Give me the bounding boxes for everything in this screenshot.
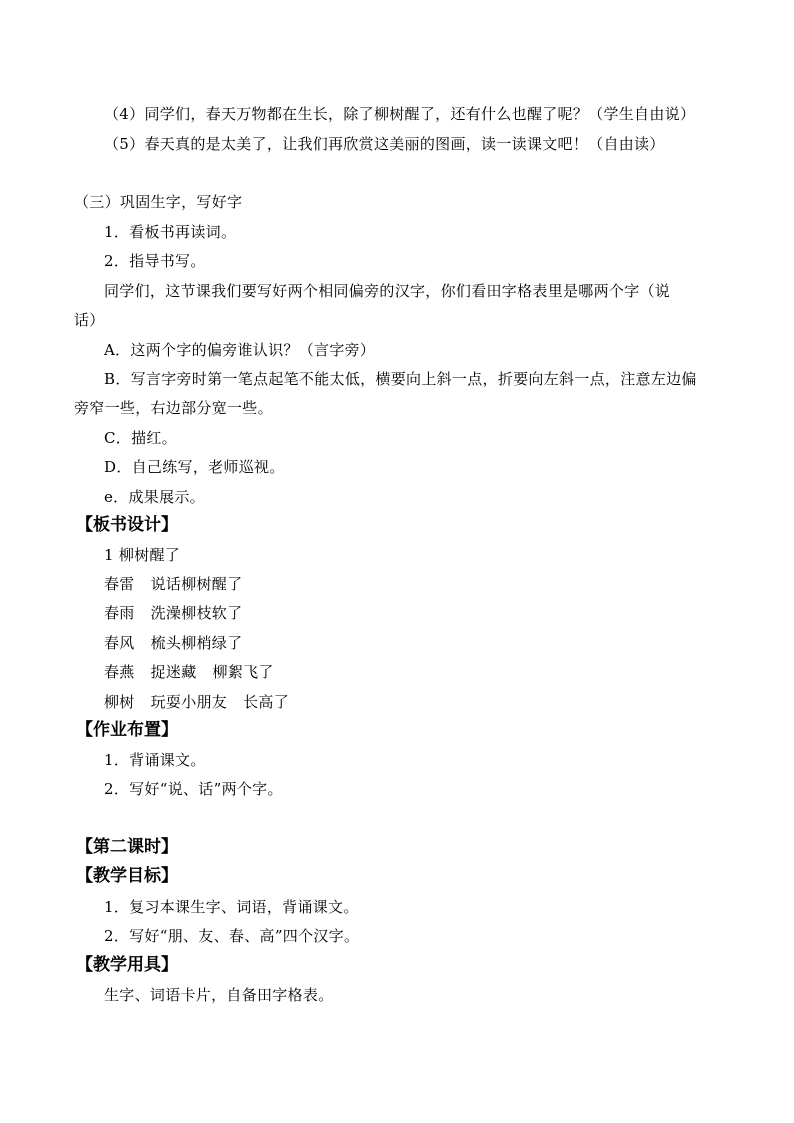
lesson-step-4: （4）同学们，春天万物都在生长，除了柳树醒了，还有什么也醒了呢？（学生自由说） <box>104 105 696 123</box>
board-design-row <box>104 692 289 712</box>
board-cell: 捉迷藏 <box>150 663 197 681</box>
section-3-title: （三）巩固生字，写好字 <box>74 193 243 211</box>
teaching-tools-text: 生字、词语卡片，自备田字格表。 <box>104 986 334 1004</box>
board-design-row <box>104 574 242 594</box>
guide-paragraph-line-1: 同学们，这节课我们要写好两个相同偏旁的汉字，你们看田字格表里是哪两个字（说 <box>104 282 671 300</box>
section-3-item-2: 2．指导书写。 <box>104 252 206 270</box>
board-design-heading: 【板书设计】 <box>76 515 178 535</box>
guide-paragraph-line-2: 话） <box>74 311 105 329</box>
board-cell: 春风 <box>104 634 135 652</box>
lesson-2-heading: 【第二课时】 <box>76 837 178 857</box>
board-cell: 春燕 <box>104 663 135 681</box>
homework-item-2: 2．写好“说、话”两个字。 <box>104 780 283 798</box>
board-cell: 长高了 <box>243 693 290 711</box>
board-cell: 春雨 <box>104 604 135 622</box>
homework-item-1: 1．背诵课文。 <box>104 751 206 769</box>
objective-1: 1．复习本课生字、词语，背诵课文。 <box>104 898 359 916</box>
board-cell: 春雷 <box>104 575 135 593</box>
lesson-step-5: （5）春天真的是太美了，让我们再欣赏这美丽的图画，读一读课文吧！（自由读） <box>104 135 665 153</box>
guide-step-b-line-1: B．写言字旁时第一笔点起笔不能太低，横要向上斜一点，折要向左斜一点，注意左边偏 <box>104 370 697 388</box>
guide-step-b-line-2: 旁窄一些，右边部分宽一些。 <box>74 399 273 417</box>
guide-step-d: D．自己练写，老师巡视。 <box>104 458 285 476</box>
board-cell: 柳树 <box>104 693 135 711</box>
board-design-row <box>104 603 242 623</box>
objectives-heading: 【教学目标】 <box>76 866 178 886</box>
board-design-title: 1 柳树醒了 <box>104 546 181 564</box>
homework-heading: 【作业布置】 <box>76 720 178 740</box>
objective-2: 2．写好“朋、友、春、高”四个汉字。 <box>104 927 360 945</box>
guide-step-a: A．这两个字的偏旁谁认识？（言字旁） <box>104 341 376 359</box>
board-cell: 玩耍小朋友 <box>150 693 228 711</box>
board-cell: 梳头柳梢绿了 <box>150 634 243 652</box>
teaching-tools-heading: 【教学用具】 <box>76 955 178 975</box>
board-design-row <box>104 662 274 682</box>
guide-step-c: C．描红。 <box>104 429 177 447</box>
board-cell: 洗澡柳枝软了 <box>150 604 243 622</box>
section-3-item-1: 1．看板书再读词。 <box>104 223 237 241</box>
board-cell: 说话柳树醒了 <box>150 575 243 593</box>
board-cell: 柳絮飞了 <box>212 663 274 681</box>
guide-step-e: e．成果展示。 <box>104 488 205 506</box>
board-design-row <box>104 633 242 653</box>
